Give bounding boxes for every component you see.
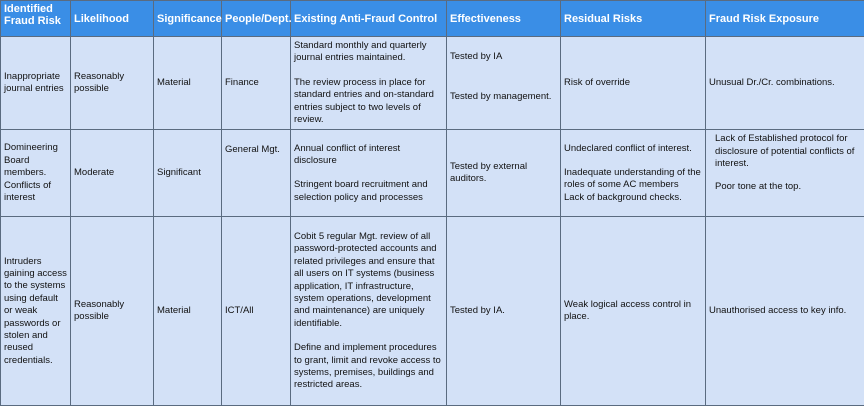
header-significance: Significance: [154, 1, 222, 37]
cell-risk: Inappropriate journal entries: [1, 37, 71, 130]
cell-likelihood: Reasonably possible: [71, 37, 154, 130]
cell-people: Finance: [222, 37, 291, 130]
cell-effectiveness: Tested by IA.: [447, 217, 561, 406]
residual-text: Lack of background checks.: [564, 192, 702, 204]
cell-significance: Material: [154, 217, 222, 406]
control-text: Standard monthly and quarterly journal entries maintained.: [294, 40, 443, 65]
cell-exposure: [706, 217, 864, 406]
cell-residual: [561, 130, 706, 217]
effectiveness-text: Tested by management.: [450, 91, 557, 103]
header-people-dept: People/Dept.: [222, 1, 291, 37]
exposure-text: Poor tone at the top.: [715, 181, 861, 193]
cell-likelihood: Reasonably possible: [71, 217, 154, 406]
residual-text: Inadequate understanding of the roles of some AC members: [564, 167, 702, 192]
cell-exposure: [706, 37, 864, 130]
cell-residual: [561, 37, 706, 130]
control-text: Cobit 5 regular Mgt. review of all password-protected accounts and related privileges and ensure that all users on IT systems (business application, IT infrastructure, system operations, development and maintenance) are uniquely identifiable.: [294, 231, 443, 330]
residual-text: Risk of override: [564, 77, 702, 89]
cell-people: ICT/All: [222, 217, 291, 406]
header-effectiveness: Effectiveness: [447, 1, 561, 37]
effectiveness-text: Tested by IA: [450, 51, 557, 63]
header-likelihood: Likelihood: [71, 1, 154, 37]
header-fraud-risk-exposure: Fraud Risk Exposure: [706, 1, 864, 37]
exposure-text: Lack of Established protocol for disclosure of potential conflicts of interest.: [715, 133, 861, 170]
residual-text: Undeclared conflict of interest.: [564, 143, 702, 155]
control-text: Stringent board recruitment and selection policy and processes: [294, 179, 443, 204]
header-residual-risks: Residual Risks: [561, 1, 706, 37]
cell-people: General Mgt.: [222, 130, 291, 217]
cell-control: [291, 217, 447, 406]
cell-risk: Intruders gaining access to the systems using default or weak passwords or stolen and reused credentials.: [1, 217, 71, 406]
exposure-text: Unusual Dr./Cr. combinations.: [709, 77, 861, 89]
cell-exposure: [706, 130, 864, 217]
header-row: [1, 1, 864, 37]
control-text: Annual conflict of interest disclosure: [294, 143, 443, 168]
table-row: [1, 217, 864, 406]
exposure-text: Unauthorised access to key info.: [709, 305, 861, 317]
cell-likelihood: Moderate: [71, 130, 154, 217]
header-identified-fraud-risk: Identified Fraud Risk: [1, 1, 71, 37]
table-row: [1, 130, 864, 217]
cell-significance: Significant: [154, 130, 222, 217]
control-text: The review process in place for standard entries and on-standard entries subject to two levels of review.: [294, 77, 443, 127]
cell-significance: Material: [154, 37, 222, 130]
cell-control: [291, 37, 447, 130]
cell-residual: [561, 217, 706, 406]
cell-control: [291, 130, 447, 217]
header-existing-control: Existing Anti-Fraud Control: [291, 1, 447, 37]
cell-effectiveness: Tested by external auditors.: [447, 130, 561, 217]
cell-risk: Domineering Board members. Conflicts of interest: [1, 130, 71, 217]
table-row: [1, 37, 864, 130]
cell-effectiveness: [447, 37, 561, 130]
residual-text: Weak logical access control in place.: [564, 299, 702, 324]
control-text: Define and implement procedures to grant, limit and revoke access to systems, premises, buildings and restricted areas.: [294, 342, 443, 392]
